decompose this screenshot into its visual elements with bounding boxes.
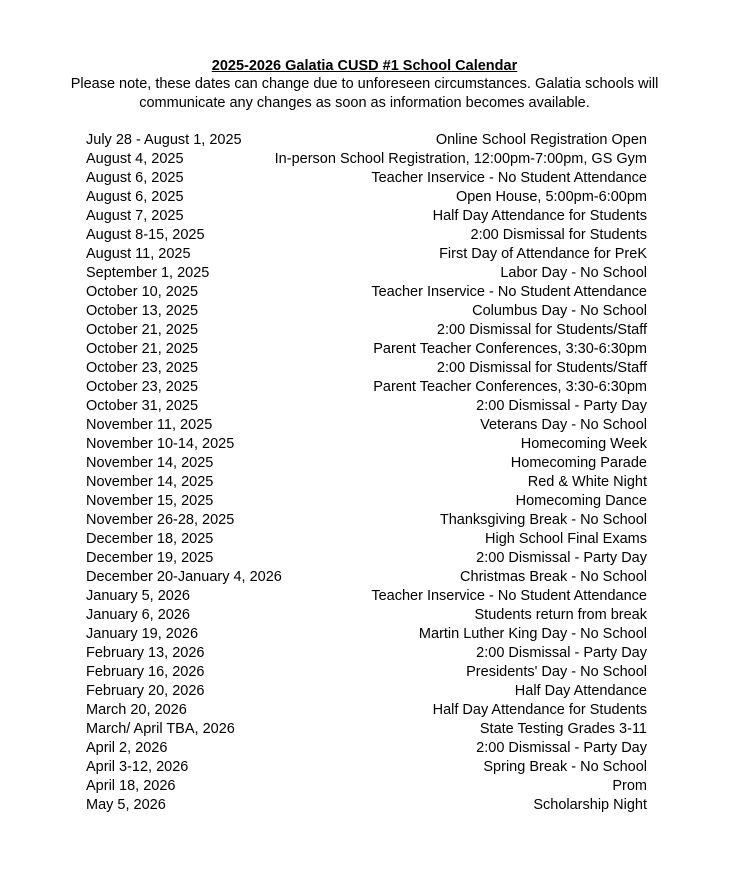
event-date: February 16, 2026 — [86, 664, 205, 680]
event-description: Labor Day - No School — [500, 265, 647, 281]
event-row — [86, 359, 647, 378]
event-date: February 13, 2026 — [86, 645, 205, 661]
event-date: April 2, 2026 — [86, 740, 168, 756]
event-date: October 21, 2025 — [86, 341, 199, 357]
event-date: October 10, 2025 — [86, 284, 199, 300]
event-description: Teacher Inservice - No Student Attendance — [371, 170, 647, 186]
event-row — [86, 283, 647, 302]
event-description: Teacher Inservice - No Student Attendance — [371, 284, 647, 300]
event-row — [86, 625, 647, 644]
event-date: April 18, 2026 — [86, 778, 176, 794]
event-description: Prom — [612, 778, 647, 794]
event-row — [86, 682, 647, 701]
event-date: September 1, 2025 — [86, 265, 210, 281]
event-date: December 19, 2025 — [86, 550, 214, 566]
event-description: Homecoming Parade — [510, 455, 647, 471]
event-date: December 18, 2025 — [86, 531, 214, 547]
event-description: 2:00 Dismissal for Students — [470, 227, 647, 243]
event-date: August 7, 2025 — [86, 208, 184, 224]
event-row — [86, 492, 647, 511]
event-row — [86, 188, 647, 207]
event-description: Open House, 5:00pm-6:00pm — [455, 189, 647, 205]
event-row — [86, 264, 647, 283]
event-description: First Day of Attendance for PreK — [439, 246, 647, 262]
event-row — [86, 549, 647, 568]
event-row — [86, 454, 647, 473]
event-description: 2:00 Dismissal - Party Day — [476, 550, 647, 566]
event-description: Homecoming Week — [520, 436, 647, 452]
event-date: May 5, 2026 — [86, 797, 166, 813]
event-description: Parent Teacher Conferences, 3:30-6:30pm — [373, 341, 647, 357]
event-date: August 6, 2025 — [86, 170, 184, 186]
event-date: October 23, 2025 — [86, 379, 199, 395]
page-title: 2025-2026 Galatia CUSD #1 School Calendar — [211, 58, 518, 74]
event-row — [86, 644, 647, 663]
event-description: Students return from break — [474, 607, 647, 623]
event-row — [86, 663, 647, 682]
event-date: October 23, 2025 — [86, 360, 199, 376]
event-date: August 8-15, 2025 — [86, 227, 205, 243]
event-date: March/ April TBA, 2026 — [86, 721, 235, 737]
event-description: Half Day Attendance — [514, 683, 647, 699]
event-description: 2:00 Dismissal for Students/Staff — [436, 322, 647, 338]
event-row — [86, 606, 647, 625]
events-list — [86, 131, 647, 815]
event-date: January 19, 2026 — [86, 626, 199, 642]
event-description: Half Day Attendance for Students — [432, 702, 647, 718]
event-row — [86, 720, 647, 739]
event-date: November 14, 2025 — [86, 455, 214, 471]
event-date: April 3-12, 2026 — [86, 759, 189, 775]
event-row — [86, 226, 647, 245]
event-date: August 6, 2025 — [86, 189, 184, 205]
event-row — [86, 245, 647, 264]
event-date: November 15, 2025 — [86, 493, 214, 509]
event-row — [86, 511, 647, 530]
event-row — [86, 587, 647, 606]
event-row — [86, 169, 647, 188]
event-description: Parent Teacher Conferences, 3:30-6:30pm — [373, 379, 647, 395]
event-date: August 11, 2025 — [86, 246, 191, 262]
event-row — [86, 739, 647, 758]
notice-text: Please note, these dates can change due to unforeseen circumstances. Galatia schools will communicate any changes as soon as information becomes available. — [70, 76, 659, 111]
event-description: Spring Break - No School — [483, 759, 647, 775]
event-description: Veterans Day - No School — [480, 417, 647, 433]
event-date: August 4, 2025 — [86, 151, 184, 167]
event-description: In-person School Registration, 12:00pm-7:00pm, GS Gym — [274, 151, 647, 167]
event-date: January 5, 2026 — [86, 588, 190, 604]
event-description: 2:00 Dismissal - Party Day — [476, 740, 647, 756]
event-row — [86, 777, 647, 796]
event-description: 2:00 Dismissal - Party Day — [476, 645, 647, 661]
event-row — [86, 150, 647, 169]
event-description: Half Day Attendance for Students — [432, 208, 647, 224]
event-date: November 26-28, 2025 — [86, 512, 235, 528]
event-date: February 20, 2026 — [86, 683, 205, 699]
event-row — [86, 378, 647, 397]
event-description: State Testing Grades 3-11 — [479, 721, 647, 737]
event-description: 2:00 Dismissal - Party Day — [476, 398, 647, 414]
event-date: December 20-January 4, 2026 — [86, 569, 282, 585]
event-row — [86, 340, 647, 359]
event-date: November 14, 2025 — [86, 474, 214, 490]
event-date: January 6, 2026 — [86, 607, 190, 623]
event-row — [86, 473, 647, 492]
event-row — [86, 530, 647, 549]
event-row — [86, 758, 647, 777]
event-description: Online School Registration Open — [435, 132, 647, 148]
event-description: Martin Luther King Day - No School — [418, 626, 647, 642]
event-date: October 13, 2025 — [86, 303, 199, 319]
event-description: Scholarship Night — [533, 797, 647, 813]
event-row — [86, 131, 647, 150]
event-date: March 20, 2026 — [86, 702, 187, 718]
event-description: Red & White Night — [527, 474, 647, 490]
event-date: October 21, 2025 — [86, 322, 199, 338]
event-description: Homecoming Dance — [515, 493, 647, 509]
event-date: November 11, 2025 — [86, 417, 213, 433]
event-row — [86, 321, 647, 340]
event-date: October 31, 2025 — [86, 398, 199, 414]
event-row — [86, 435, 647, 454]
event-description: 2:00 Dismissal for Students/Staff — [436, 360, 647, 376]
event-description: High School Final Exams — [485, 531, 647, 547]
event-description: Christmas Break - No School — [460, 569, 647, 585]
event-row — [86, 397, 647, 416]
event-row — [86, 302, 647, 321]
event-row — [86, 568, 647, 587]
event-row — [86, 207, 647, 226]
event-description: Columbus Day - No School — [472, 303, 647, 319]
event-description: Thanksgiving Break - No School — [439, 512, 647, 528]
event-row — [86, 701, 647, 720]
event-date: July 28 - August 1, 2025 — [86, 132, 242, 148]
event-date: November 10-14, 2025 — [86, 436, 235, 452]
event-description: Teacher Inservice - No Student Attendance — [371, 588, 647, 604]
event-row — [86, 416, 647, 435]
event-row — [86, 796, 647, 815]
event-description: Presidents' Day - No School — [466, 664, 647, 680]
